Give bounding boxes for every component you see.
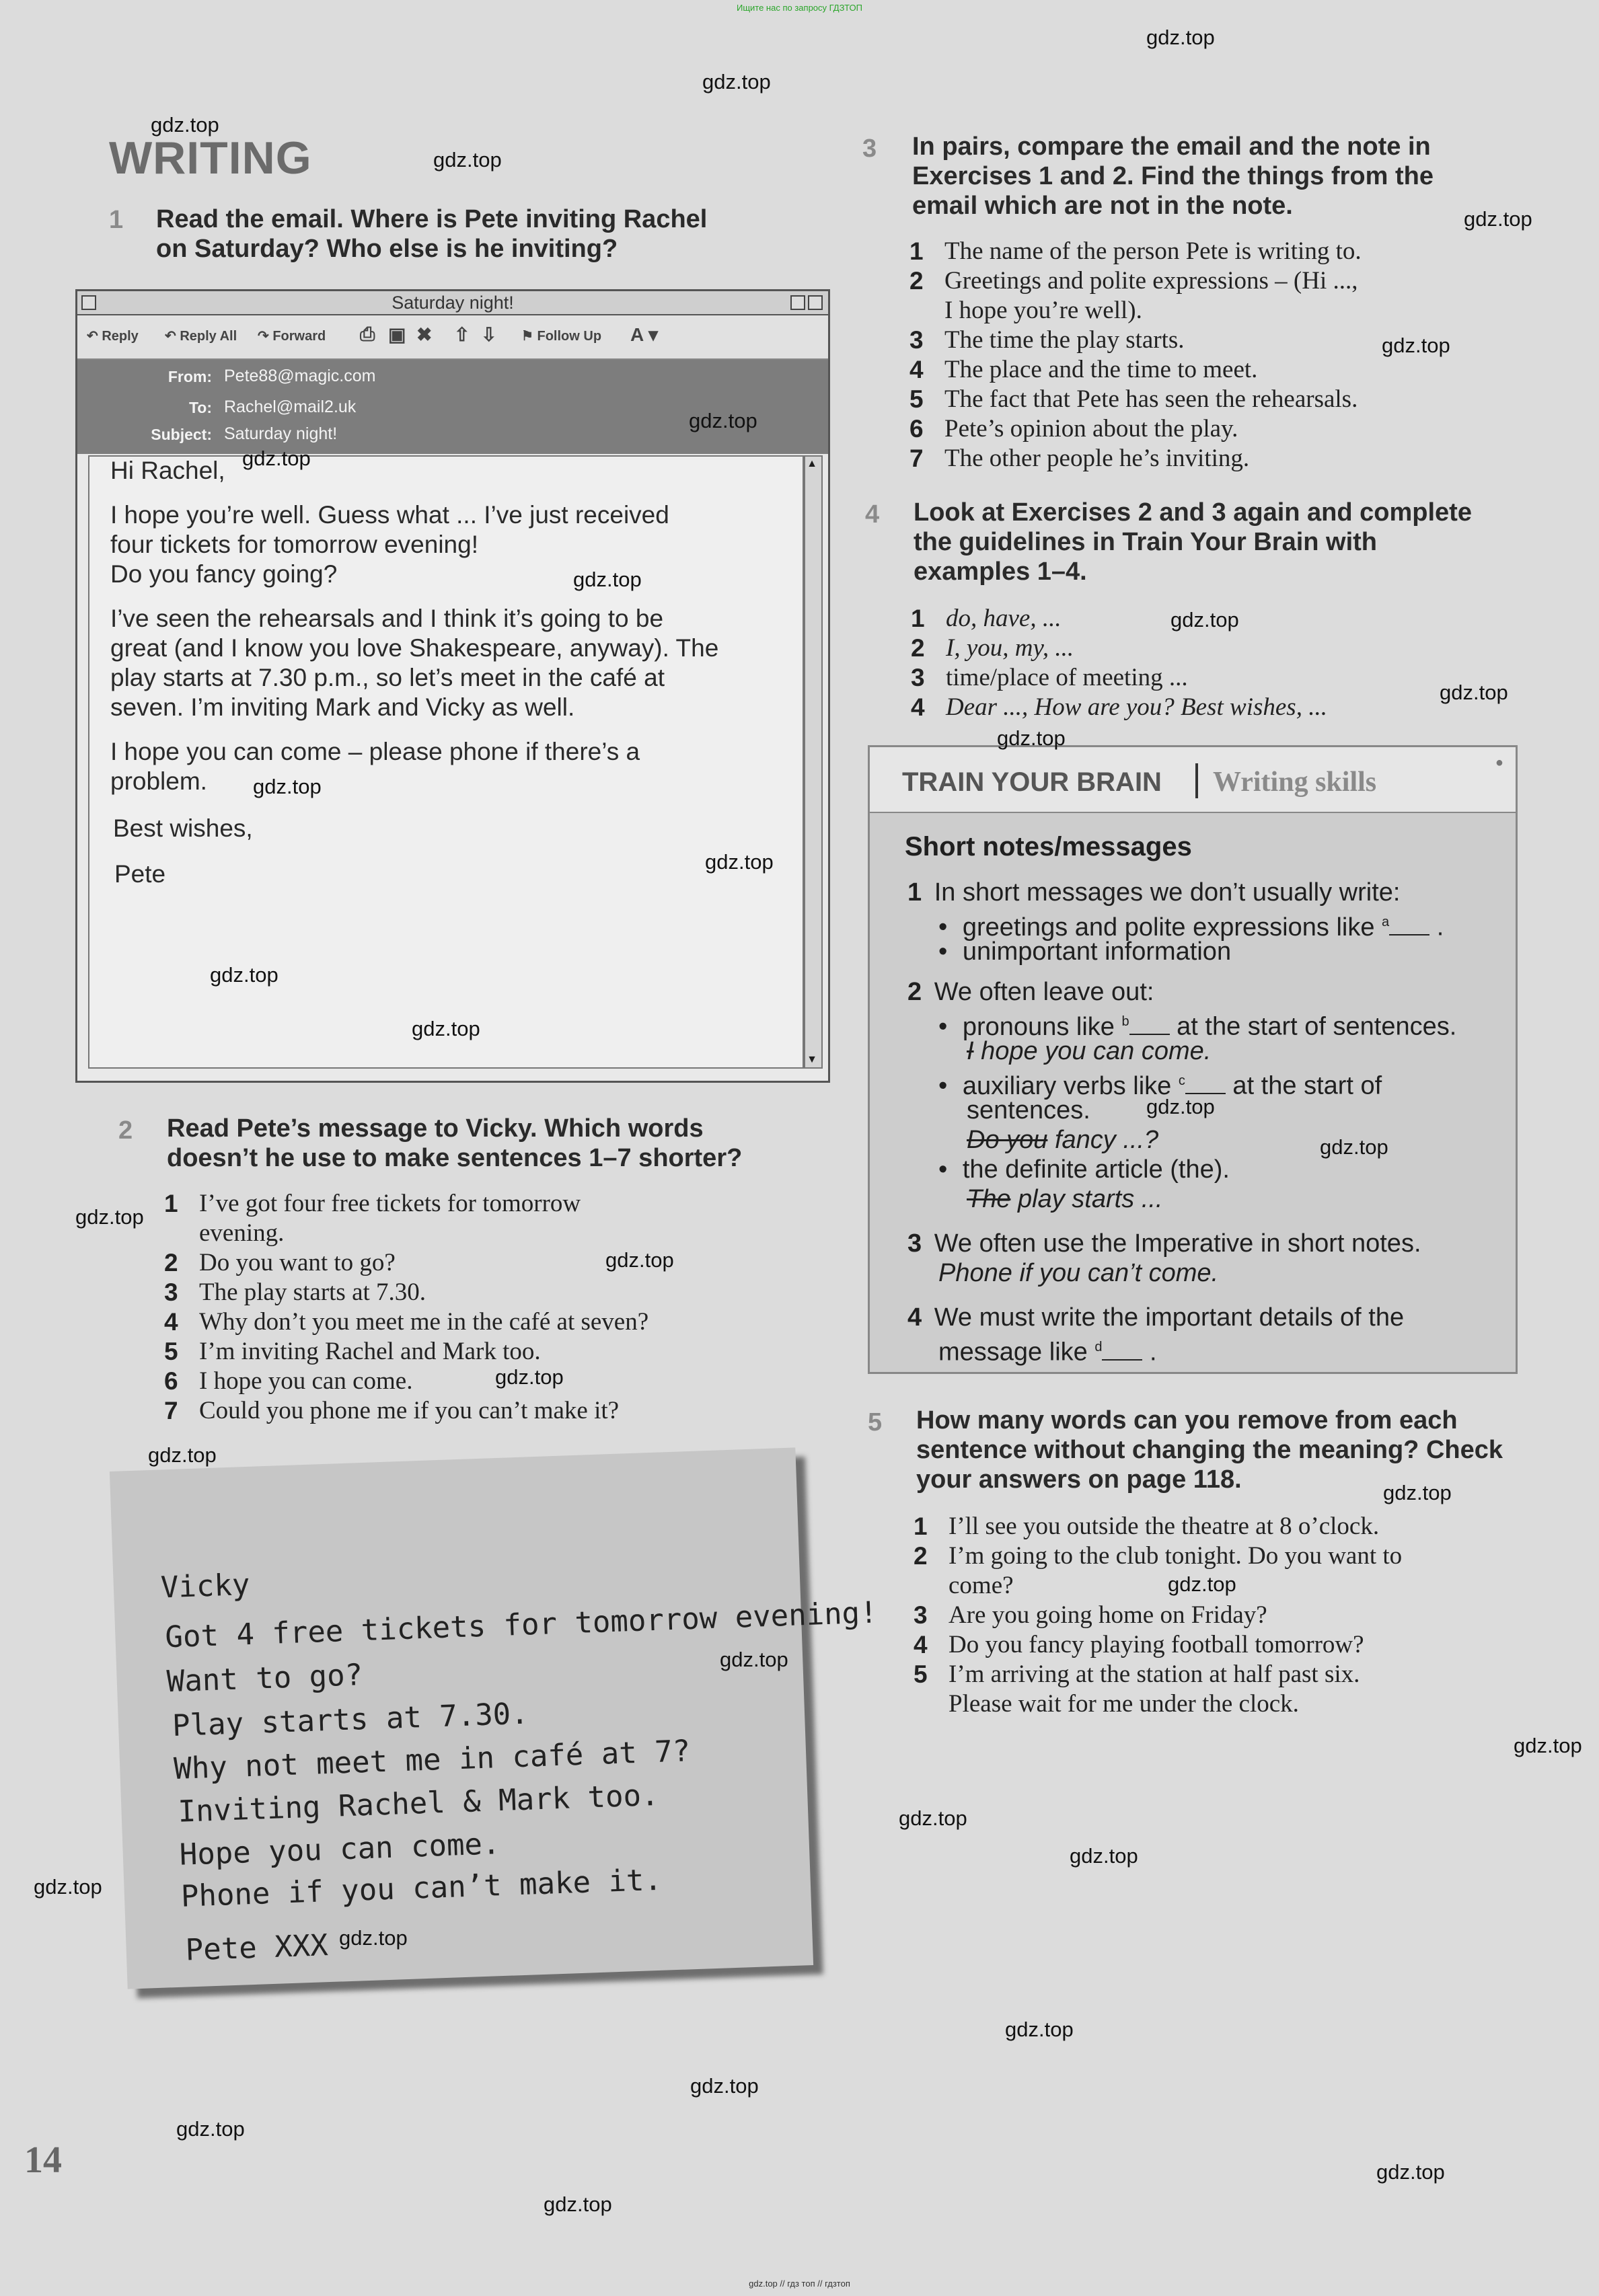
bullet-icon: • <box>938 1012 948 1041</box>
list-item <box>164 1337 648 1367</box>
forward-arrow-icon: ↷ <box>258 329 273 344</box>
item-line: Dear ..., How are you? Best wishes, ... <box>946 693 1327 721</box>
tyb-rule-3 <box>907 1229 1421 1258</box>
zoom-box-icon[interactable] <box>790 295 805 310</box>
forward-label: Forward <box>272 329 326 344</box>
email-scrollbar[interactable] <box>804 455 823 1069</box>
email-line: seven. I’m inviting Mark and Vicky as well. <box>110 693 575 721</box>
ex4-list <box>911 604 1327 722</box>
section-title: WRITING <box>109 132 312 184</box>
subject-label: Subject: <box>151 426 212 443</box>
list-item <box>911 634 1327 663</box>
email-signature: Pete <box>114 860 166 888</box>
collapse-box-icon[interactable] <box>808 295 823 310</box>
ex3-list <box>909 237 1362 473</box>
follow-up-label: Follow Up <box>537 329 602 344</box>
item-number: 5 <box>909 385 924 413</box>
ex1-number: 1 <box>109 206 124 234</box>
item-number: 3 <box>164 1278 178 1306</box>
tyb-rule-2-example-1 <box>967 1036 1211 1066</box>
save-icon[interactable]: ▣ <box>388 324 406 345</box>
ex3-number: 3 <box>862 135 877 163</box>
from-value: Pete88@magic.com <box>224 367 376 385</box>
list-item <box>909 385 1362 414</box>
note-line: Pete XXX <box>184 1928 329 1968</box>
watermark: gdz.top <box>544 2192 612 2216</box>
ex4-instruction <box>914 498 1472 586</box>
ex1-instruction <box>156 204 707 264</box>
tyb-rule-2-bullet-2-line2: sentences. <box>967 1096 1090 1124</box>
item-line: The play starts at 7.30. <box>199 1278 426 1306</box>
item-number: 3 <box>911 664 925 691</box>
struck-word: Do you <box>967 1126 1048 1154</box>
list-item <box>909 444 1362 473</box>
watermark: gdz.top <box>1070 1844 1138 1868</box>
watermark: gdz.top <box>242 447 311 470</box>
watermark: gdz.top <box>339 1926 408 1950</box>
item-number: 2 <box>914 1542 928 1570</box>
item-number: 4 <box>909 356 924 383</box>
item-line: I’m going to the club tonight. Do you want to <box>949 1542 1403 1570</box>
list-item <box>911 663 1327 693</box>
delete-icon[interactable]: ✖ <box>416 324 433 345</box>
ex5-instruction-line: How many words can you remove from each <box>916 1406 1458 1434</box>
ex1-instruction-line: on Saturday? Who else is he inviting? <box>156 235 618 263</box>
bullet-icon: • <box>938 937 948 966</box>
email-headers <box>77 360 828 454</box>
item-number: 1 <box>909 237 924 265</box>
list-item <box>164 1367 648 1396</box>
ex1-instruction-line: Read the email. Where is Pete inviting Rachel <box>156 205 708 233</box>
watermark: gdz.top <box>573 568 642 591</box>
email-line: problem. <box>110 767 207 795</box>
ex3-instruction <box>912 132 1434 221</box>
email-line: I’ve seen the rehearsals and I think it’s going to be <box>110 605 664 632</box>
watermark: gdz.top <box>1005 2018 1074 2041</box>
list-item <box>164 1278 648 1307</box>
gap-letter: d <box>1094 1340 1103 1354</box>
item-number: 6 <box>909 415 924 443</box>
watermark: gdz.top <box>1376 2160 1445 2184</box>
ex4-instruction-line: the guidelines in Train Your Brain with <box>914 528 1378 556</box>
top-banner: Ищите нас по запросу ГДЗТОП <box>736 3 862 13</box>
tyb-rule-2-example-2 <box>967 1125 1158 1155</box>
item-number: 3 <box>909 326 924 354</box>
email-line: four tickets for tomorrow evening! <box>110 531 478 558</box>
reply-all-arrow-icon: ↶ <box>165 329 180 344</box>
email-paragraph-2 <box>110 604 718 722</box>
handwritten-note <box>110 1447 879 1989</box>
ex2-instruction <box>167 1114 742 1173</box>
item-number: 2 <box>164 1249 178 1276</box>
list-item <box>909 326 1362 355</box>
email-line: I hope you can come – please phone if there’s a <box>110 738 640 765</box>
item-line: Greetings and polite expressions – (Hi ..., <box>944 267 1358 295</box>
reply-arrow-icon: ↶ <box>87 329 102 344</box>
page-number: 14 <box>24 2139 62 2181</box>
item-line: The time the play starts. <box>944 326 1185 354</box>
print-icon[interactable]: ⎙ <box>360 323 375 344</box>
ex4-instruction-line: examples 1–4. <box>914 558 1087 586</box>
email-line: I hope you’re well. Guess what ... I’ve just received <box>110 501 669 529</box>
item-line: Why don’t you meet me in the café at seven? <box>199 1308 649 1336</box>
follow-up-button[interactable] <box>521 328 601 344</box>
previous-icon[interactable]: ⇧ <box>454 324 470 345</box>
email-paragraph-3 <box>110 737 640 796</box>
list-item <box>914 1601 1402 1630</box>
bullet-text: greetings and polite expressions like <box>962 913 1382 942</box>
rule-text: We often leave out: <box>934 978 1154 1006</box>
watermark: gdz.top <box>433 148 502 171</box>
email-closing: Best wishes, <box>113 814 253 842</box>
forward-button[interactable] <box>258 328 326 344</box>
answer-gap[interactable] <box>1185 1093 1226 1094</box>
item-line: I’ll see you outside the theatre at 8 o’clock. <box>949 1513 1380 1540</box>
watermark: gdz.top <box>605 1248 674 1272</box>
scroll-up-icon[interactable]: ▲ <box>807 458 817 469</box>
to-value: Rachel@mail2.uk <box>224 397 357 416</box>
bullet-text: unimportant information <box>962 937 1232 966</box>
bullet-text: auxiliary verbs like <box>962 1071 1179 1100</box>
email-line: Do you fancy going? <box>110 560 338 588</box>
ex2-number: 2 <box>118 1116 133 1145</box>
list-item <box>914 1660 1402 1719</box>
note-line: Play starts at 7.30. <box>172 1696 529 1743</box>
tyb-rule-1-bullet-1: • greetings and polite expressions like $^a$ . <box>938 913 1444 942</box>
item-number: 5 <box>164 1338 178 1365</box>
rule-number: 1 <box>907 878 922 907</box>
watermark: gdz.top <box>148 1443 217 1467</box>
item-number: 7 <box>164 1397 178 1424</box>
list-item <box>909 266 1362 326</box>
list-item <box>914 1630 1402 1660</box>
item-line: I’m inviting Rachel and Mark too. <box>199 1338 541 1365</box>
note-line: Why not meet me in café at 7? <box>173 1734 692 1786</box>
ex5-number: 5 <box>868 1408 883 1437</box>
answer-gap[interactable] <box>1129 1034 1170 1035</box>
rule-text: We often use the Imperative in short notes. <box>934 1229 1421 1258</box>
list-item <box>914 1512 1402 1541</box>
tyb-rule-1 <box>907 878 1400 907</box>
watermark: gdz.top <box>1440 681 1508 704</box>
ex2-list <box>164 1189 648 1426</box>
ex3-instruction-line: email which are not in the note. <box>912 192 1293 220</box>
item-number: 4 <box>164 1308 178 1336</box>
flag-icon: ⚑ <box>521 329 537 344</box>
watermark: gdz.top <box>1168 1572 1236 1596</box>
tyb-rule-3-example: Phone if you can’t come. <box>938 1259 1219 1287</box>
item-line: evening. <box>199 1219 285 1247</box>
list-item <box>164 1307 648 1337</box>
list-item <box>909 237 1362 266</box>
rule-text: In short messages we don’t usually write: <box>934 878 1401 907</box>
bullet-icon: • <box>938 1071 948 1100</box>
subject-value: Saturday night! <box>224 424 338 443</box>
rule-number: 4 <box>907 1303 922 1332</box>
watermark: gdz.top <box>1382 334 1450 357</box>
ex2-instruction-line: doesn’t he use to make sentences 1–7 shorter? <box>167 1144 743 1172</box>
item-number: 4 <box>911 693 925 721</box>
next-icon[interactable]: ⇩ <box>481 324 497 345</box>
item-number: 1 <box>914 1513 928 1540</box>
item-line: Do you fancy playing football tomorrow? <box>949 1631 1364 1658</box>
item-line: I’ve got four free tickets for tomorrow <box>199 1190 581 1217</box>
bullet-icon: • <box>938 913 948 942</box>
list-item <box>164 1396 648 1426</box>
tyb-rule-2-bullet-3 <box>938 1155 1230 1184</box>
bullet-text: at the start of <box>1225 1071 1382 1100</box>
watermark: gdz.top <box>720 1648 788 1671</box>
watermark: gdz.top <box>210 963 278 987</box>
watermark: gdz.top <box>690 2074 759 2098</box>
list-item <box>911 604 1327 634</box>
item-line: The fact that Pete has seen the rehearsals. <box>944 385 1358 413</box>
item-number: 2 <box>911 634 925 662</box>
item-number: 1 <box>164 1190 178 1217</box>
item-line: I, you, my, ... <box>946 634 1074 662</box>
item-line: The place and the time to meet. <box>944 356 1258 383</box>
email-line: play starts at 7.30 p.m., so let’s meet in the café at <box>110 664 665 691</box>
ex5-list <box>914 1512 1402 1719</box>
item-line: The other people he’s inviting. <box>944 445 1250 472</box>
reply-all-label: Reply All <box>180 329 237 344</box>
bullet-text: the definite article (the). <box>962 1155 1230 1184</box>
note-line: Vicky <box>160 1567 251 1605</box>
watermark: gdz.top <box>689 409 757 432</box>
scroll-down-icon[interactable]: ▼ <box>807 1054 817 1065</box>
rule-number: 3 <box>907 1229 922 1258</box>
list-item <box>909 414 1362 444</box>
list-item <box>909 355 1362 385</box>
gap-letter: c <box>1178 1073 1185 1088</box>
tyb-rule-4 <box>907 1303 1404 1332</box>
pin-icon: ● <box>1495 755 1503 770</box>
bullet-text: pronouns like <box>962 1012 1122 1041</box>
note-line: Got 4 free tickets for tomorrow evening! <box>164 1595 879 1655</box>
item-line: time/place of meeting ... <box>946 664 1188 691</box>
note-line: Want to go? <box>165 1658 363 1699</box>
struck-word: I <box>967 1037 974 1065</box>
ex2-instruction-line: Read Pete’s message to Vicky. Which words <box>167 1114 704 1143</box>
item-line: Pete’s opinion about the play. <box>944 415 1238 443</box>
ex4-instruction-line: Look at Exercises 2 and 3 again and complete <box>914 498 1472 527</box>
ex4-number: 4 <box>865 500 880 529</box>
note-line: Inviting Rachel & Mark too. <box>177 1777 660 1829</box>
answer-gap[interactable] <box>1389 934 1429 935</box>
example-text: play starts ... <box>1010 1185 1163 1213</box>
from-label: From: <box>168 368 212 385</box>
watermark: gdz.top <box>1464 207 1532 231</box>
email-greeting: Hi Rachel, <box>110 457 225 484</box>
watermark: gdz.top <box>1383 1481 1452 1504</box>
list-item <box>914 1541 1402 1601</box>
item-number: 6 <box>164 1367 178 1395</box>
item-line: Do you want to go? <box>199 1249 396 1276</box>
watermark: gdz.top <box>899 1806 967 1830</box>
watermark: gdz.top <box>1146 26 1215 49</box>
note-line: Phone if you can’t make it. <box>180 1862 663 1914</box>
reply-all-button[interactable] <box>165 328 237 344</box>
note-line: Hope you can come. <box>178 1827 501 1872</box>
item-number: 4 <box>914 1631 928 1658</box>
answer-gap[interactable] <box>1102 1359 1142 1361</box>
email-line: great (and I know you love Shakespeare, anyway). The <box>110 634 719 662</box>
watermark: gdz.top <box>1170 608 1239 632</box>
item-number: 3 <box>914 1601 928 1629</box>
ex5-instruction-line: your answers on page 118. <box>916 1465 1242 1494</box>
email-toolbar <box>77 315 828 360</box>
ex3-instruction-line: In pairs, compare the email and the note in <box>912 132 1431 161</box>
reply-button[interactable] <box>87 328 139 344</box>
watermark: gdz.top <box>997 726 1066 750</box>
tyb-heading: Short notes/messages <box>905 832 1192 862</box>
bottom-banner: gdz.top // гдз топ // гдзтоп <box>749 2279 850 2289</box>
example-text: hope you can come. <box>973 1037 1212 1065</box>
watermark: gdz.top <box>495 1365 564 1389</box>
bullet-icon: • <box>938 1155 948 1184</box>
list-item <box>164 1248 648 1278</box>
to-label: To: <box>188 399 212 416</box>
gap-letter: a <box>1382 915 1390 929</box>
tyb-subtitle: Writing skills <box>1213 767 1377 798</box>
tyb-rule-2 <box>907 977 1154 1007</box>
list-item <box>911 693 1327 722</box>
list-item <box>164 1189 648 1248</box>
tyb-divider <box>1195 763 1198 798</box>
item-line: The name of the person Pete is writing to. <box>944 237 1362 265</box>
item-number: 7 <box>909 445 924 472</box>
watermark: gdz.top <box>705 850 774 874</box>
bullet-text: at the start of sentences. <box>1169 1012 1457 1041</box>
font-dropdown-icon[interactable]: A ▾ <box>630 324 659 345</box>
item-line: Could you phone me if you can’t make it? <box>199 1397 620 1424</box>
tyb-rule-1-bullet-2 <box>938 937 1231 966</box>
watermark: gdz.top <box>75 1205 144 1229</box>
item-line: come? <box>949 1572 1014 1599</box>
item-number: 5 <box>914 1660 928 1688</box>
item-line: I hope you’re well). <box>944 297 1142 324</box>
tyb-title: TRAIN YOUR BRAIN <box>902 767 1162 797</box>
item-line: do, have, ... <box>946 605 1062 632</box>
item-number: 2 <box>909 267 924 295</box>
example-text: fancy ...? <box>1047 1126 1159 1154</box>
train-your-brain-box <box>868 745 1518 1374</box>
watermark: gdz.top <box>34 1875 102 1899</box>
gap-letter: b <box>1121 1014 1129 1029</box>
watermark: gdz.top <box>176 2117 245 2141</box>
email-titlebar <box>77 291 828 315</box>
watermark: gdz.top <box>1146 1095 1215 1118</box>
ex3-instruction-line: Exercises 1 and 2. Find the things from the <box>912 162 1434 190</box>
rule-text: We must write the important details of the <box>934 1303 1405 1332</box>
watermark: gdz.top <box>151 113 219 137</box>
watermark: gdz.top <box>412 1017 480 1040</box>
watermark: gdz.top <box>253 775 322 798</box>
watermark: gdz.top <box>702 70 771 93</box>
item-number: 1 <box>911 605 925 632</box>
watermark: gdz.top <box>1514 1734 1582 1757</box>
rule-number: 2 <box>907 978 922 1006</box>
watermark: gdz.top <box>1320 1135 1388 1159</box>
struck-word: The <box>967 1185 1011 1213</box>
email-window-title: Saturday night! <box>392 293 514 313</box>
tyb-rule-2-example-3 <box>967 1184 1162 1214</box>
item-line: Please wait for me under the clock. <box>949 1690 1299 1718</box>
item-line: I hope you can come. <box>199 1367 413 1395</box>
item-line: I’m arriving at the station at half past six. <box>949 1660 1360 1688</box>
item-line: Are you going home on Friday? <box>949 1601 1267 1629</box>
tyb-rule-4-line2: message like $^d$ . <box>938 1338 1157 1367</box>
reply-label: Reply <box>102 329 139 344</box>
tyb-header <box>870 747 1516 813</box>
ex5-instruction-line: sentence without changing the meaning? Check <box>916 1436 1503 1464</box>
rule-text: message like <box>938 1338 1095 1367</box>
